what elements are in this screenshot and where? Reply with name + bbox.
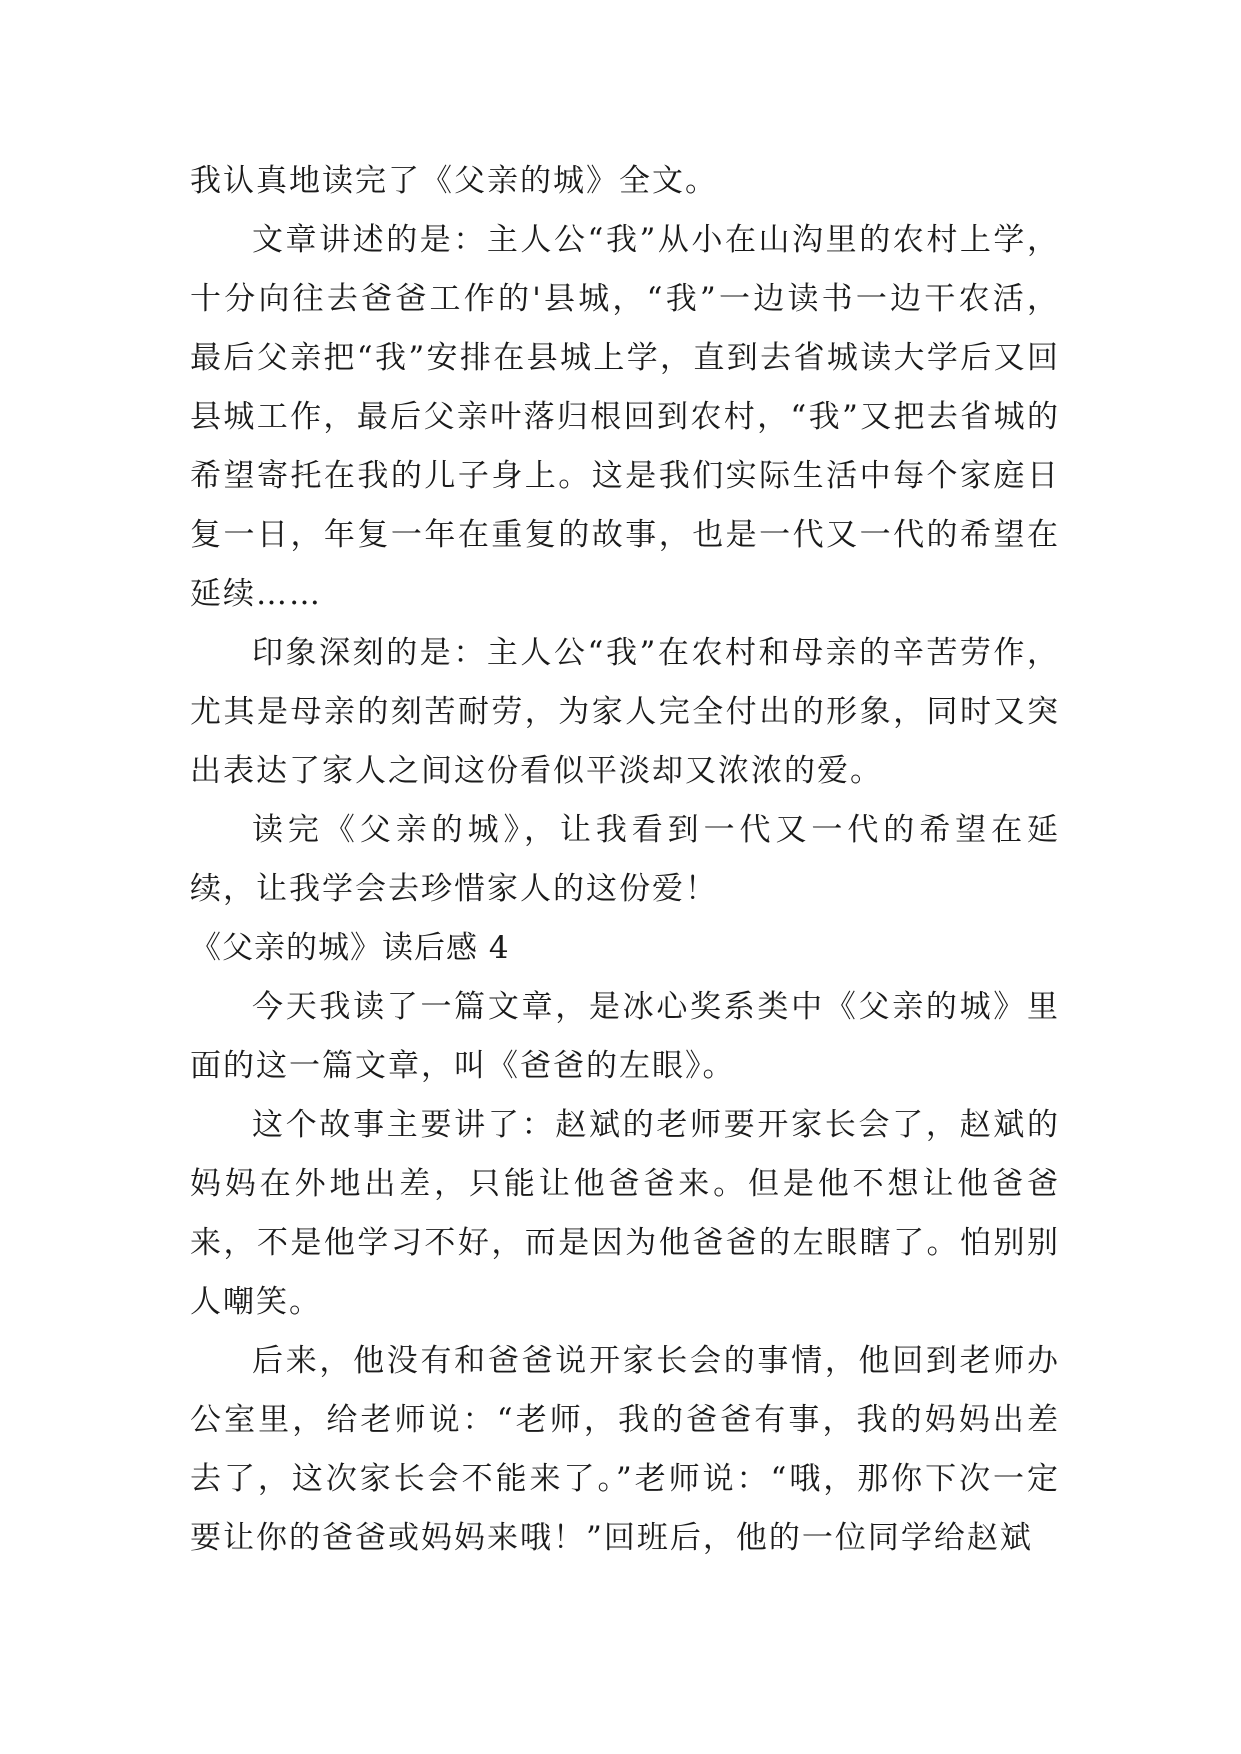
paragraph-conclusion: 读完《父亲的城》，让我看到一代又一代的希望在延续，让我学会去珍惜家人的这份爱！ xyxy=(190,812,1060,907)
paragraph-continuation: 我认真地读完了《父亲的城》全文。 xyxy=(190,163,718,199)
paragraph-summary: 文章讲述的是：主人公“我”从小在山沟里的农村上学，十分向往去爸爸工作的'县城，“我”一边读书一边干农活，最后父亲把“我”安排在县城上学，直到去省城读大学后又回县城工作，最后父亲叶落归根回到农村，“我”又把去省城的希望寄托在我的儿子身上。这是我们实际生活中每个家庭日复一日，年复一年在重复的故事，也是一代又一代的希望在延续…… xyxy=(190,222,1060,612)
document-body xyxy=(190,152,1060,1568)
paragraph-story-continued: 后来，他没有和爸爸说开家长会的事情，他回到老师办公室里，给老师说：“老师，我的爸爸有事，我的妈妈出差去了，这次家长会不能来了。”老师说：“哦，那你下次一定要让你的爸爸或妈妈来哦！”回班后，他的一位同学给赵斌 xyxy=(190,1343,1060,1556)
paragraph-story: 这个故事主要讲了：赵斌的老师要开家长会了，赵斌的妈妈在外地出差，只能让他爸爸来。但是他不想让他爸爸来，不是他学习不好，而是因为他爸爸的左眼瞎了。怕别别人嘲笑。 xyxy=(190,1107,1060,1320)
paragraph-impression: 印象深刻的是：主人公“我”在农村和母亲的辛苦劳作，尤其是母亲的刻苦耐劳，为家人完全付出的形象，同时又突出表达了家人之间这份看似平淡却又浓浓的爱。 xyxy=(190,635,1060,789)
paragraph-intro: 今天我读了一篇文章，是冰心奖系类中《父亲的城》里面的这一篇文章，叫《爸爸的左眼》。 xyxy=(190,989,1060,1084)
section-heading: 《父亲的城》读后感 4 xyxy=(190,930,510,966)
